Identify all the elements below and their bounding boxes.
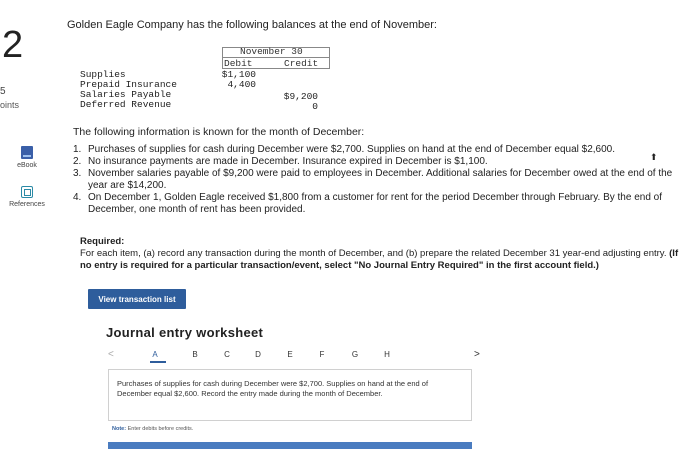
list-item-text: On December 1, Golden Eagle received $1,800 from a customer for rent for the period December through February. By the end of December, one month of rent has been provided.: [88, 192, 663, 215]
tab-e[interactable]: E: [287, 350, 293, 359]
balance-row-debit: 4,400: [227, 79, 256, 90]
view-transaction-list-button[interactable]: View transaction list: [88, 289, 186, 309]
tab-f[interactable]: F: [319, 350, 325, 359]
balance-row-debit: $1,100: [221, 69, 256, 80]
balance-header-debit: Debit: [224, 58, 253, 69]
list-item-text: Purchases of supplies for cash during December were $2,700. Supplies on hand at the end of December equal $2,600.: [88, 144, 615, 155]
balance-row-credit: 0: [312, 101, 318, 112]
problem-intro: Golden Eagle Company has the following balances at the end of November:: [67, 19, 437, 31]
info-heading: The following information is known for the month of December:: [73, 126, 365, 138]
references-label: References: [9, 201, 45, 208]
balance-row-credit: $9,200: [283, 91, 318, 102]
required-note: (If no entry is required for a particular transaction/event, select "No Journal Entry Required" in the first account field.): [80, 248, 679, 271]
list-item: [73, 156, 673, 168]
chevron-right-icon[interactable]: >: [474, 349, 480, 360]
chevron-left-icon[interactable]: <: [108, 349, 114, 360]
worksheet-bottom-bar: [108, 442, 472, 449]
mouse-cursor-icon: ⬆: [650, 152, 658, 162]
tab-c[interactable]: C: [224, 350, 230, 359]
balance-row-label: Deferred Revenue: [80, 99, 172, 110]
active-tab-indicator: [150, 361, 166, 363]
tab-g[interactable]: G: [351, 350, 359, 359]
required-heading: Required:: [80, 236, 125, 247]
balance-header-credit: Credit: [284, 58, 319, 69]
list-item: [73, 144, 673, 156]
points-label: oints: [0, 100, 20, 110]
balance-row-label: Prepaid Insurance: [80, 79, 177, 90]
tab-h[interactable]: H: [384, 350, 390, 359]
list-item-text: No insurance payments are made in December. Insurance expired in December is $1,100.: [88, 156, 488, 167]
tab-a[interactable]: A: [152, 350, 158, 359]
list-item-number: 2.: [73, 156, 82, 167]
list-item: [73, 168, 673, 192]
ebook-label: eBook: [17, 162, 37, 169]
question-number: 2: [2, 24, 24, 66]
tab-b[interactable]: B: [192, 350, 198, 359]
list-item-text: November salaries payable of $9,200 were paid to employees in December. Additional salaries for December owed at the end of the year are $14,200.: [88, 168, 673, 191]
balance-row-label: Salaries Payable: [80, 89, 172, 100]
worksheet-description: Purchases of supplies for cash during December were $2,700. Supplies on hand at the end of December equal $2,600. Record the entry made during the month of December.: [117, 379, 429, 398]
balance-header-month: November 30: [240, 46, 303, 57]
points-value: 5: [0, 86, 6, 97]
worksheet-note-text: Enter debits before credits.: [127, 426, 194, 432]
worksheet-note-label: Note:: [112, 426, 127, 432]
references-link[interactable]: [2, 186, 52, 208]
tab-d[interactable]: D: [255, 350, 261, 359]
list-item: [73, 192, 673, 216]
worksheet-title: Journal entry worksheet: [106, 325, 264, 340]
balance-row-label: Supplies: [80, 69, 126, 80]
ebook-icon: [21, 146, 33, 159]
worksheet-note: [112, 426, 193, 432]
ebook-link[interactable]: [2, 146, 52, 169]
list-item-number: 1.: [73, 144, 82, 155]
references-icon: [21, 186, 33, 198]
required-section: [80, 236, 680, 272]
list-item-number: 4.: [73, 192, 82, 203]
list-item-number: 3.: [73, 168, 82, 179]
required-text: For each item, (a) record any transaction during the month of December, and (b) prepare the related December 31 year-end adjusting entry.: [80, 248, 667, 259]
info-list: [73, 144, 673, 216]
worksheet-tab-nav: [108, 349, 488, 363]
